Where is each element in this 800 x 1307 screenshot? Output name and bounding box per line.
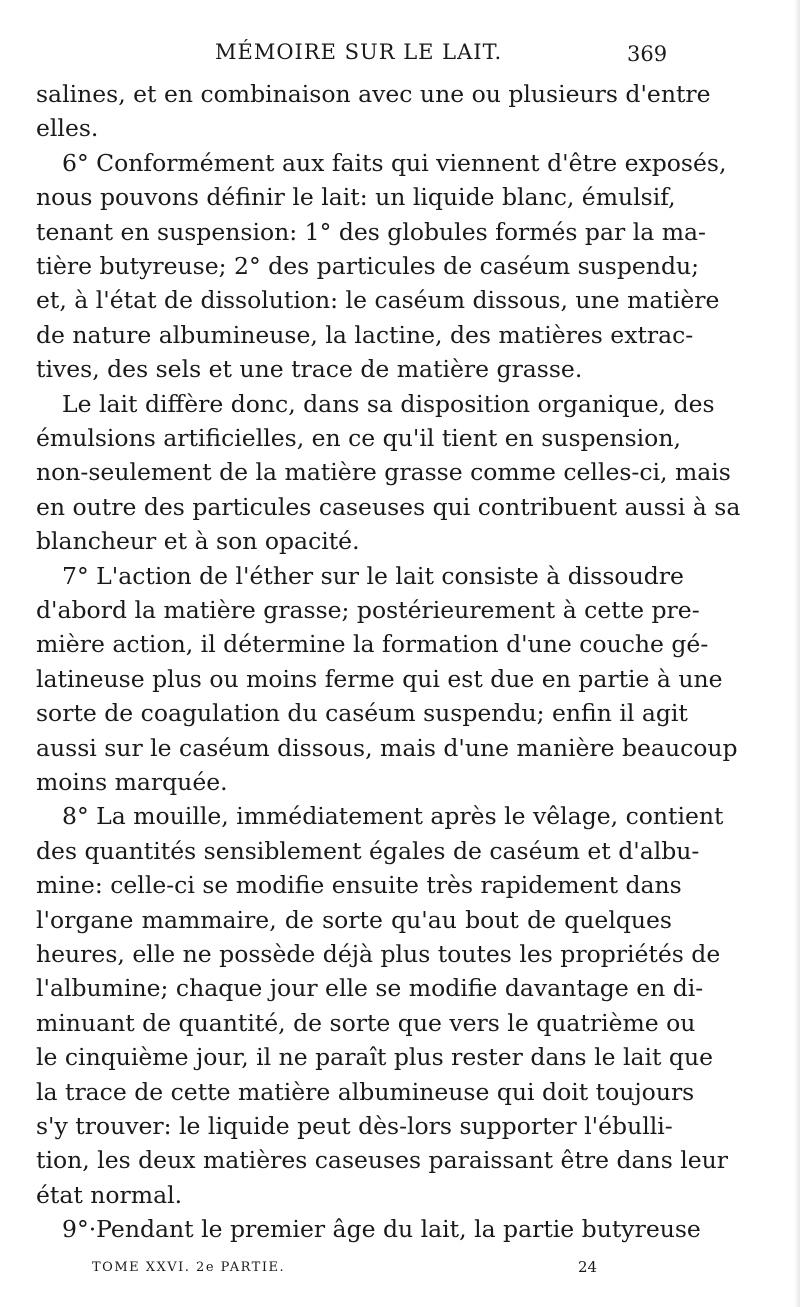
text-line: et, à l'état de dissolution: le caséum dissous, une matière bbox=[36, 286, 720, 315]
text-line: de nature albumineuse, la lactine, des matières extrac- bbox=[36, 320, 694, 349]
text-line: sorte de coagulation du caséum suspendu; enfin il agit bbox=[36, 699, 688, 728]
text-line: salines, et en combinaison avec une ou plusieurs d'entre bbox=[36, 80, 711, 108]
text-line: mine: celle-ci se modifie ensuite très rapidement dans bbox=[36, 871, 682, 900]
text-line: l'organe mammaire, de sorte qu'au bout de quelques bbox=[36, 905, 672, 934]
running-header-title: MÉMOIRE SUR LE LAIT. bbox=[215, 40, 503, 64]
text-line: non-seulement de la matière grasse comme celles-ci, mais bbox=[36, 458, 731, 487]
text-line: heures, elle ne possède déjà plus toutes les propriétés de bbox=[36, 940, 721, 968]
text-line: 9°·Pendant le premier âge du lait, la partie butyreuse bbox=[62, 1215, 701, 1244]
footer-volume-signature: TOME XXVI. 2e PARTIE. bbox=[92, 1260, 286, 1275]
text-line: en outre des particules caseuses qui contribuent aussi à sa bbox=[36, 492, 741, 521]
text-line: émulsions artificielles, en ce qu'il tient en suspension, bbox=[36, 424, 681, 452]
text-line: 7° L'action de l'éther sur le lait consiste à dissoudre bbox=[62, 561, 684, 590]
text-line: moins marquée. bbox=[36, 768, 228, 796]
text-line: s'y trouver: le liquide peut dès-lors supporter l'ébulli- bbox=[36, 1112, 673, 1140]
text-line: tion, les deux matières caseuses paraissant être dans leur bbox=[36, 1146, 729, 1175]
text-line: tière butyreuse; 2° des particules de caséum suspendu; bbox=[36, 252, 700, 280]
text-line: Le lait diffère donc, dans sa disposition organique, des bbox=[62, 389, 715, 418]
page-edge-shadow bbox=[794, 0, 800, 1307]
text-line: 6° Conformément aux faits qui viennent d'être exposés, bbox=[62, 148, 727, 177]
text-line: 8° La mouille, immédiatement après le vêlage, contient bbox=[62, 802, 724, 831]
text-line: tenant en suspension: 1° des globules formés par la ma- bbox=[36, 217, 706, 246]
text-line: le cinquième jour, il ne paraît plus rester dans le lait que bbox=[36, 1043, 714, 1072]
page-number: 369 bbox=[627, 42, 668, 66]
text-line: aussi sur le caséum dissous, mais d'une manière beaucoup bbox=[36, 733, 738, 762]
text-line: nous pouvons définir le lait: un liquide blanc, émulsif, bbox=[36, 183, 676, 212]
text-line: latineuse plus ou moins ferme qui est due en partie à une bbox=[36, 664, 723, 693]
text-line: elles. bbox=[36, 114, 99, 143]
text-line: minuant de quantité, de sorte que vers le quatrième ou bbox=[36, 1008, 696, 1037]
text-line: l'albumine; chaque jour elle se modifie davantage en di- bbox=[36, 974, 704, 1003]
text-line: état normal. bbox=[36, 1180, 183, 1209]
text-line: d'abord la matière grasse; postérieurement à cette pre- bbox=[36, 596, 700, 624]
text-line: blancheur et à son opacité. bbox=[36, 527, 360, 556]
text-line: tives, des sels et une trace de matière grasse. bbox=[36, 355, 583, 384]
text-line: mière action, il détermine la formation d'une couche gé- bbox=[36, 630, 709, 659]
text-line: des quantités sensiblement égales de caséum et d'albu- bbox=[36, 836, 700, 865]
footer-signature-number: 24 bbox=[578, 1258, 598, 1276]
text-line: la trace de cette matière albumineuse qui doit toujours bbox=[36, 1077, 695, 1106]
